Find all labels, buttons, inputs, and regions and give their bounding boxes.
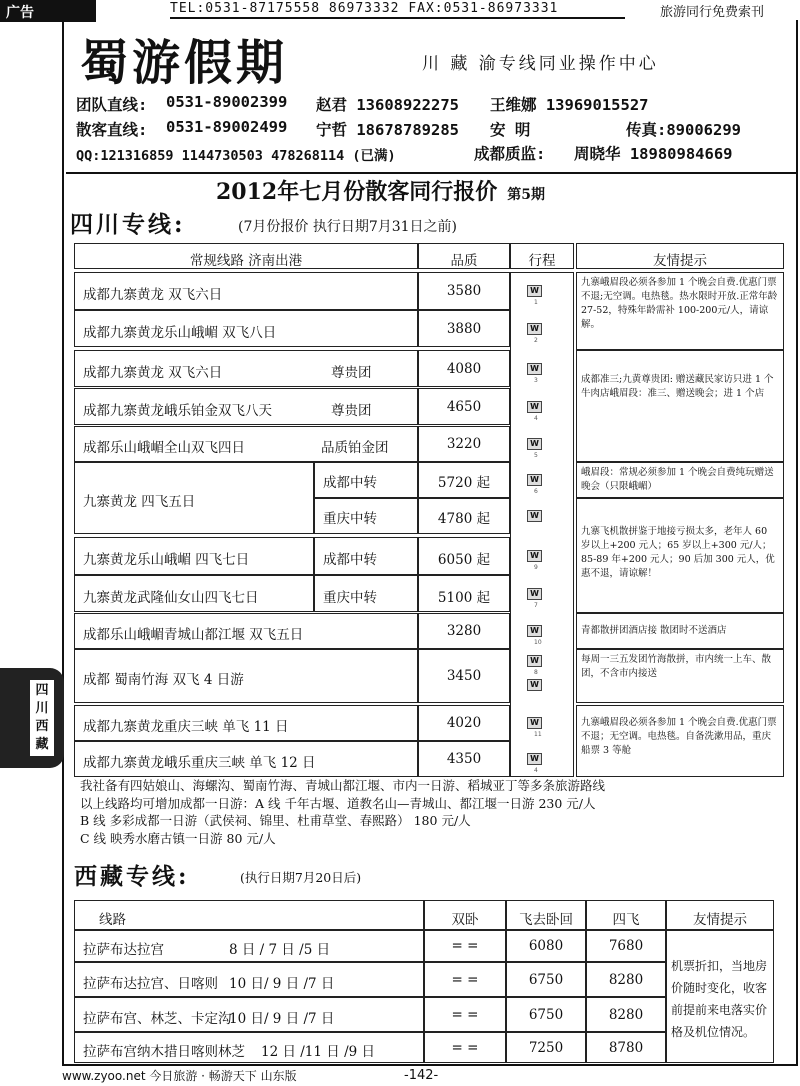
transfer-city-cell: 重庆中转 bbox=[314, 498, 418, 534]
sichuan-header-price: 品质 bbox=[418, 243, 510, 269]
tour-grade-tag: 品质铂金团 bbox=[321, 440, 389, 456]
tibet-price-fb: 6750 bbox=[506, 962, 586, 997]
ad-label: 广告 bbox=[0, 0, 96, 22]
route-name: 成都 蜀南竹海 双飞 4 日游 bbox=[83, 672, 244, 688]
route-name: 九寨黄龙武隆仙女山四飞七日 bbox=[83, 589, 259, 606]
sichuan-route-cell bbox=[74, 705, 418, 741]
qq-numbers: QQ:121316859 1144730503 478268114 (已满) bbox=[76, 148, 396, 164]
route-name: 拉萨布宫纳木措日喀则林芝 bbox=[83, 1043, 245, 1060]
transfer-city-cell: 成都中转 bbox=[314, 462, 418, 498]
sichuan-route-cell bbox=[74, 350, 418, 387]
itinerary-number: 9 bbox=[534, 564, 538, 571]
tibet-price-sw: = = bbox=[424, 1032, 506, 1063]
team-contact-1: 赵君 13608922275 bbox=[316, 96, 459, 114]
tibet-price-fb: 6750 bbox=[506, 997, 586, 1032]
sichuan-tip-cell: 九寨峨眉段必须各参加 1 个晚会自费.优惠门票不退；无空调。电热毯。自备洗漱用品，重庆船票 3 等舱 bbox=[576, 705, 784, 777]
sichuan-tip-cell: 每周一三五发团竹海散拼，市内统一上车、散团，不含市内接送 bbox=[576, 649, 784, 703]
itinerary-doc-icon[interactable]: W bbox=[527, 323, 542, 335]
itinerary-number: 10 bbox=[534, 639, 542, 646]
itinerary-number: 11 bbox=[534, 731, 542, 738]
sichuan-tip-cell: 峨眉段：常规必须参加 1 个晚会自费纯玩赠送晚会（只限峨嵋） bbox=[576, 462, 784, 498]
page-number: -142- bbox=[404, 1068, 439, 1083]
sichuan-price-cell: 5720 起 bbox=[418, 462, 510, 498]
sichuan-route-cell bbox=[74, 462, 314, 534]
itinerary-doc-icon[interactable]: W bbox=[527, 438, 542, 450]
itinerary-number: 8 bbox=[534, 669, 538, 676]
tibet-header-route: 线路 bbox=[74, 900, 424, 930]
sichuan-tip-cell: 九寨飞机散拼鉴于地接亏损太多，老年人 60 岁以上+200 元人；65 岁以上+300 元/人；85-89 年+200 元人；90 后加 300 元人，优惠不退，请谅解！ bbox=[576, 498, 784, 613]
sichuan-header-tips: 友情提示 bbox=[576, 243, 784, 269]
route-name: 成都乐山峨嵋青城山都江堰 双飞五日 bbox=[83, 627, 304, 643]
tibet-price-four: 8280 bbox=[586, 997, 666, 1032]
tour-grade-tag: 尊贵团 bbox=[331, 364, 372, 381]
itinerary-number: 5 bbox=[534, 452, 538, 459]
sichuan-itinerary-column bbox=[510, 272, 574, 777]
sichuan-header-route: 常规线路 济南出港 bbox=[74, 243, 418, 269]
sichuan-price-cell: 4350 bbox=[418, 741, 510, 777]
tel-underline bbox=[170, 17, 625, 19]
tibet-route-cell bbox=[74, 930, 424, 962]
itinerary-number: 4 bbox=[534, 767, 538, 774]
tibet-price-fb: 7250 bbox=[506, 1032, 586, 1063]
supervisor-contact: 周晓华 18980984669 bbox=[574, 145, 733, 163]
itinerary-doc-icon[interactable]: W bbox=[527, 510, 542, 522]
brand-name: 蜀游假期 bbox=[80, 35, 289, 91]
route-days: 10 日/ 9 日 /7 日 bbox=[229, 1010, 335, 1027]
sichuan-route-cell bbox=[74, 649, 418, 703]
brand-subtitle: 川 藏 渝专线同业操作中心 bbox=[422, 54, 659, 74]
sichuan-route-cell bbox=[74, 426, 418, 462]
tibet-route-cell bbox=[74, 997, 424, 1032]
footer-site: www.zyoo.net 今日旅游 · 畅游天下 山东版 bbox=[62, 1069, 297, 1083]
itinerary-number: 4 bbox=[534, 414, 538, 422]
sichuan-price-cell: 4020 bbox=[418, 705, 510, 741]
itinerary-doc-icon[interactable]: W bbox=[527, 550, 542, 562]
tibet-price-fb: 6080 bbox=[506, 930, 586, 962]
fax-number: 传真:89006299 bbox=[626, 121, 741, 139]
top-bar bbox=[0, 0, 800, 22]
issue-number: 第5期 bbox=[507, 187, 545, 203]
tibet-price-four: 7680 bbox=[586, 930, 666, 962]
route-name: 成都九寨黄龙 双飞六日 bbox=[83, 287, 223, 303]
itinerary-doc-icon[interactable]: W bbox=[527, 588, 542, 600]
tibet-header-sw: 双卧 bbox=[424, 900, 506, 930]
route-name: 拉萨布达拉宫、日喀则 bbox=[83, 975, 218, 992]
team-phone: 0531-89002399 bbox=[166, 93, 288, 111]
tibet-header-fly_back: 飞去卧回 bbox=[506, 900, 586, 930]
individual-contact-2: 安 明 bbox=[490, 121, 531, 139]
tibet-route-cell bbox=[74, 1032, 424, 1063]
itinerary-number: 3 bbox=[534, 376, 538, 384]
route-name: 成都九寨黄龙乐山峨嵋 双飞八日 bbox=[83, 324, 277, 341]
sichuan-route-cell bbox=[74, 575, 314, 612]
route-name: 拉萨布达拉宫 bbox=[83, 942, 164, 958]
note-line: 我社备有四姑娘山、海螺沟、蜀南竹海、青城山都江堰、市内一日游、稻城亚丁等多条旅游路线 bbox=[80, 778, 606, 793]
route-name: 拉萨布宫、林芝、卡定沟 bbox=[83, 1010, 232, 1027]
route-name: 成都乐山峨嵋全山双飞四日 bbox=[83, 440, 245, 456]
individual-contact-1: 宁哲 18678789285 bbox=[316, 121, 459, 139]
sichuan-price-cell: 3580 bbox=[418, 272, 510, 310]
note-line: 以上线路均可增加成都一日游：A 线 千年古堰、道教名山—青城山、都江堰一日游 230 元/人 bbox=[80, 795, 596, 811]
tibet-price-sw: = = bbox=[424, 962, 506, 997]
itinerary-doc-icon[interactable]: W bbox=[527, 753, 542, 765]
sichuan-price-cell: 4080 bbox=[418, 350, 510, 387]
sichuan-notes bbox=[80, 777, 605, 847]
route-days: 12 日 /11 日 /9 日 bbox=[261, 1043, 375, 1060]
itinerary-number: 7 bbox=[534, 601, 538, 609]
team-contact-2: 王维娜 13969015527 bbox=[490, 96, 649, 114]
sichuan-section-title: 四川专线: bbox=[70, 211, 186, 238]
tibet-price-sw: = = bbox=[424, 930, 506, 962]
itinerary-number: 6 bbox=[534, 488, 538, 495]
route-name: 成都九寨黄龙峨乐重庆三峡 单飞 12 日 bbox=[83, 755, 316, 771]
sichuan-route-cell bbox=[74, 741, 418, 777]
tibet-price-four: 8780 bbox=[586, 1032, 666, 1063]
sichuan-price-cell: 3450 bbox=[418, 649, 510, 703]
tibet-route-cell bbox=[74, 962, 424, 997]
tibet-header-tips: 友情提示 bbox=[666, 900, 774, 930]
itinerary-doc-icon[interactable]: W bbox=[527, 285, 542, 297]
sichuan-price-cell: 6050 起 bbox=[418, 537, 510, 575]
individual-phone: 0531-89002499 bbox=[166, 118, 288, 136]
note-line: B 线 多彩成都一日游（武侯祠、锦里、杜甫草堂、春熙路） 180 元/人 bbox=[80, 813, 471, 828]
sichuan-route-cell bbox=[74, 388, 418, 425]
sichuan-tip-cell: 九寨峨眉段必须各参加 1 个晚会自费.优惠门票不退;无空调。电热毯。热水限时开放.正常年龄 27-52，特殊年龄需补 100-200元/人，请谅解。 bbox=[576, 272, 784, 350]
route-days: 10 日/ 9 日 /7 日 bbox=[229, 975, 335, 992]
transfer-city-cell: 成都中转 bbox=[314, 537, 418, 575]
note-line: C 线 映秀水磨古镇一日游 80 元/人 bbox=[80, 830, 276, 846]
itinerary-doc-icon[interactable]: W bbox=[527, 717, 542, 729]
price-list-title bbox=[216, 175, 545, 206]
tibet-tip-cell: 机票折扣，当地房价随时变化，收客前提前来电落实价格及机位情况。 bbox=[666, 930, 774, 1063]
supervisor-label: 成都质监: bbox=[474, 145, 546, 163]
route-name: 九寨黄龙乐山峨嵋 四飞七日 bbox=[83, 552, 250, 568]
itinerary-number: 1 bbox=[534, 299, 538, 306]
tel-fax-line: TEL:0531-87175558 86973332 FAX:0531-86973331 bbox=[170, 1, 559, 16]
price-list-main-title: 2012年七月份散客同行报价 bbox=[216, 179, 498, 205]
tour-grade-tag: 尊贵团 bbox=[331, 402, 372, 419]
sichuan-route-cell bbox=[74, 537, 314, 575]
itinerary-doc-icon[interactable]: W bbox=[527, 363, 542, 375]
team-label: 团队直线: bbox=[76, 96, 148, 114]
sichuan-header-itinerary: 行程 bbox=[510, 243, 574, 269]
sichuan-route-cell bbox=[74, 613, 418, 649]
sichuan-tip-cell: 青都散拼团酒店接 散团时不送酒店 bbox=[576, 613, 784, 649]
route-name: 成都九寨黄龙重庆三峡 单飞 11 日 bbox=[83, 719, 289, 735]
side-tab-label: 四川西藏 bbox=[30, 680, 54, 756]
sichuan-route-cell bbox=[74, 272, 418, 310]
route-name: 九寨黄龙 四飞五日 bbox=[83, 494, 196, 510]
itinerary-doc-icon[interactable]: W bbox=[527, 679, 542, 691]
itinerary-doc-icon[interactable]: W bbox=[527, 625, 542, 637]
route-days: 8 日 / 7 日 /5 日 bbox=[229, 942, 331, 958]
section-side-tab bbox=[0, 668, 64, 768]
sichuan-route-cell bbox=[74, 310, 418, 347]
sichuan-price-cell: 5100 起 bbox=[418, 575, 510, 612]
tibet-header-four: 四飞 bbox=[586, 900, 666, 930]
transfer-city-cell: 重庆中转 bbox=[314, 575, 418, 612]
route-name: 成都九寨黄龙峨乐铂金双飞八天 bbox=[83, 402, 272, 419]
sichuan-price-cell: 4780 起 bbox=[418, 498, 510, 534]
itinerary-doc-icon[interactable]: W bbox=[527, 401, 542, 413]
tibet-price-four: 8280 bbox=[586, 962, 666, 997]
itinerary-number: 2 bbox=[534, 336, 538, 344]
title-rule bbox=[66, 172, 796, 174]
tibet-section-title: 西藏专线: bbox=[74, 863, 190, 890]
free-catalog-label: 旅游同行免费索刊 bbox=[660, 5, 765, 20]
sichuan-price-cell: 3220 bbox=[418, 426, 510, 462]
sichuan-tip-cell: 成都准三;九黄尊贵团: 赠送藏民家访只进 1 个牛肉店峨眉段：准三、赠送晚会；进 1 个店 bbox=[576, 350, 784, 462]
tibet-price-sw: = = bbox=[424, 997, 506, 1032]
itinerary-doc-icon[interactable]: W bbox=[527, 655, 542, 667]
itinerary-doc-icon[interactable]: W bbox=[527, 474, 542, 486]
sichuan-section-note: (7月份报价 执行日期7月31日之前) bbox=[238, 219, 458, 235]
sichuan-price-cell: 3880 bbox=[418, 310, 510, 347]
sichuan-price-cell: 4650 bbox=[418, 388, 510, 425]
individual-label: 散客直线: bbox=[76, 121, 148, 139]
tibet-section-note: (执行日期7月20日后) bbox=[240, 870, 362, 885]
route-name: 成都九寨黄龙 双飞六日 bbox=[83, 364, 223, 381]
sichuan-price-cell: 3280 bbox=[418, 613, 510, 649]
